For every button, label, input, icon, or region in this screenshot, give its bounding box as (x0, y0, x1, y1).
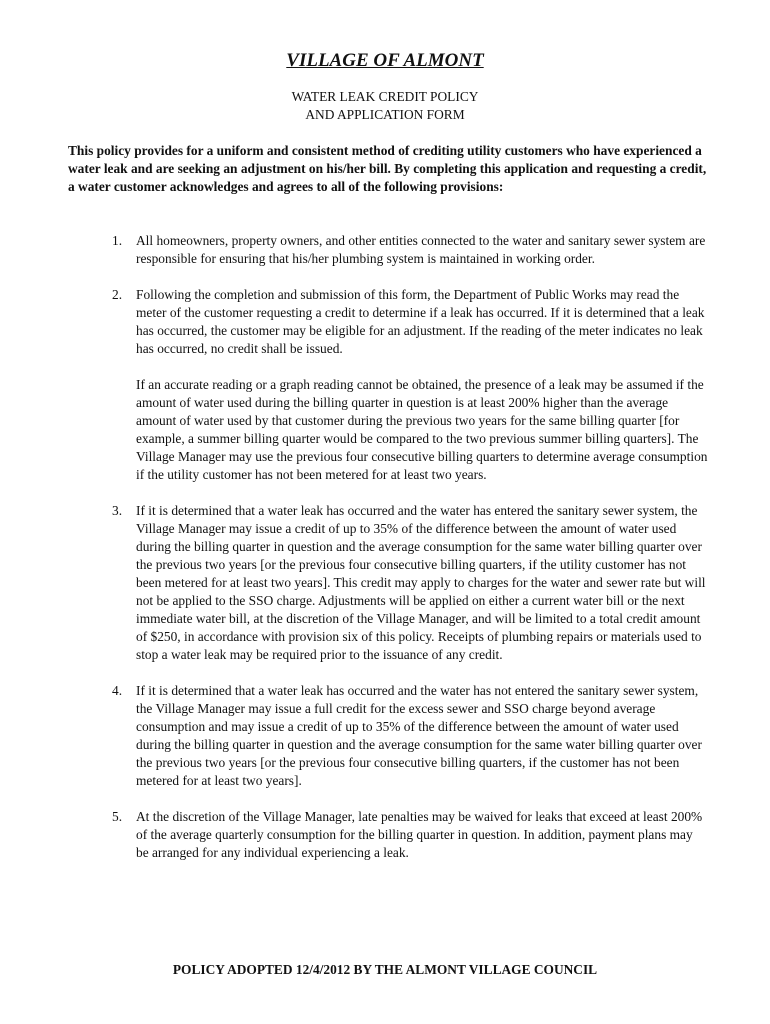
document-subtitle-line1: WATER LEAK CREDIT POLICY (291, 89, 479, 104)
provision-number: 3. (112, 503, 123, 518)
provision-item (68, 502, 708, 664)
provision-item (68, 286, 708, 484)
provision-item (68, 232, 708, 268)
provision-paragraph: If an accurate reading or a graph reading cannot be obtained, the presence of a leak may be assumed if the amount of water used during the billing quarter in question is at least 200% higher than the average amount of water used by that customer during the previous two years for the same billing quarter [for example, a summer billing quarter would be compared to the two previous summer billing quarters]. The Village Manager may use the previous four consecutive billing quarters to determine average consumption if the utility customer has not been metered for at least two years. (136, 377, 708, 482)
intro-paragraph: This policy provides for a uniform and consistent method of crediting utility customers who have experienced a water leak and are seeking an adjustment on his/her bill. By completing this application and requesting a credit, a water customer acknowledges and agrees to all of the following provisions: (68, 143, 707, 194)
provision-number: 2. (112, 287, 123, 302)
provision-paragraph: If it is determined that a water leak has occurred and the water has entered the sanitary sewer system, the Village Manager may issue a credit of up to 35% of the difference between the amount of water used during the billing quarter in question and the average consumption for the same water billing quarter over the previous two years [or the previous four consecutive billing quarters, if the utility customer has not been metered for at least two years]. This credit may apply to charges for the water and sewer rate but will not be applied to the SSO charge. Adjustments will be applied on either a current water bill or the next immediate water bill, at the discretion of the Village Manager, and will be limited to a total credit amount of $250, in accordance with provision six of this policy. Receipts of plumbing repairs or materials used to stop a water leak may be required prior to the issuance of any credit. (136, 503, 706, 662)
provision-item (68, 682, 708, 790)
provision-number: 1. (112, 233, 123, 248)
provision-number: 4. (112, 683, 123, 698)
provision-paragraph: If it is determined that a water leak has occurred and the water has not entered the sanitary sewer system, the Village Manager may issue a full credit for the excess sewer and SSO charge beyond average consumption and may issue a credit of up to 35% of the difference between the amount of water used during the billing quarter in question and the average consumption for the same water billing quarter over the previous two years [or the previous four consecutive billing quarters, if the customer has not been metered for at least two years]. (136, 683, 702, 788)
provision-paragraph: Following the completion and submission of this form, the Department of Public Works may read the meter of the customer requesting a credit to determine if a leak has occurred. If it is determined that a leak has occurred, the customer may be eligible for an adjustment. If the reading of the meter indicates no leak has occurred, no credit shall be issued. (136, 287, 705, 356)
provision-paragraph: All homeowners, property owners, and other entities connected to the water and sanitary sewer system are responsible for ensuring that his/her plumbing system is maintained in working order. (136, 233, 706, 266)
provision-item (68, 808, 708, 862)
policy-adopted-footer: POLICY ADOPTED 12/4/2012 BY THE ALMONT VILLAGE COUNCIL (172, 962, 598, 977)
provision-paragraph: At the discretion of the Village Manager, late penalties may be waived for leaks that exceed at least 200% of the average quarterly consumption for the billing quarter in question. In addition, payment plans may be arranged for any individual experiencing a leak. (136, 809, 703, 860)
provision-number: 5. (112, 809, 123, 824)
document-title: VILLAGE OF ALMONT (286, 50, 484, 71)
document-subtitle-line2: AND APPLICATION FORM (305, 107, 465, 122)
provisions-list (68, 232, 708, 880)
